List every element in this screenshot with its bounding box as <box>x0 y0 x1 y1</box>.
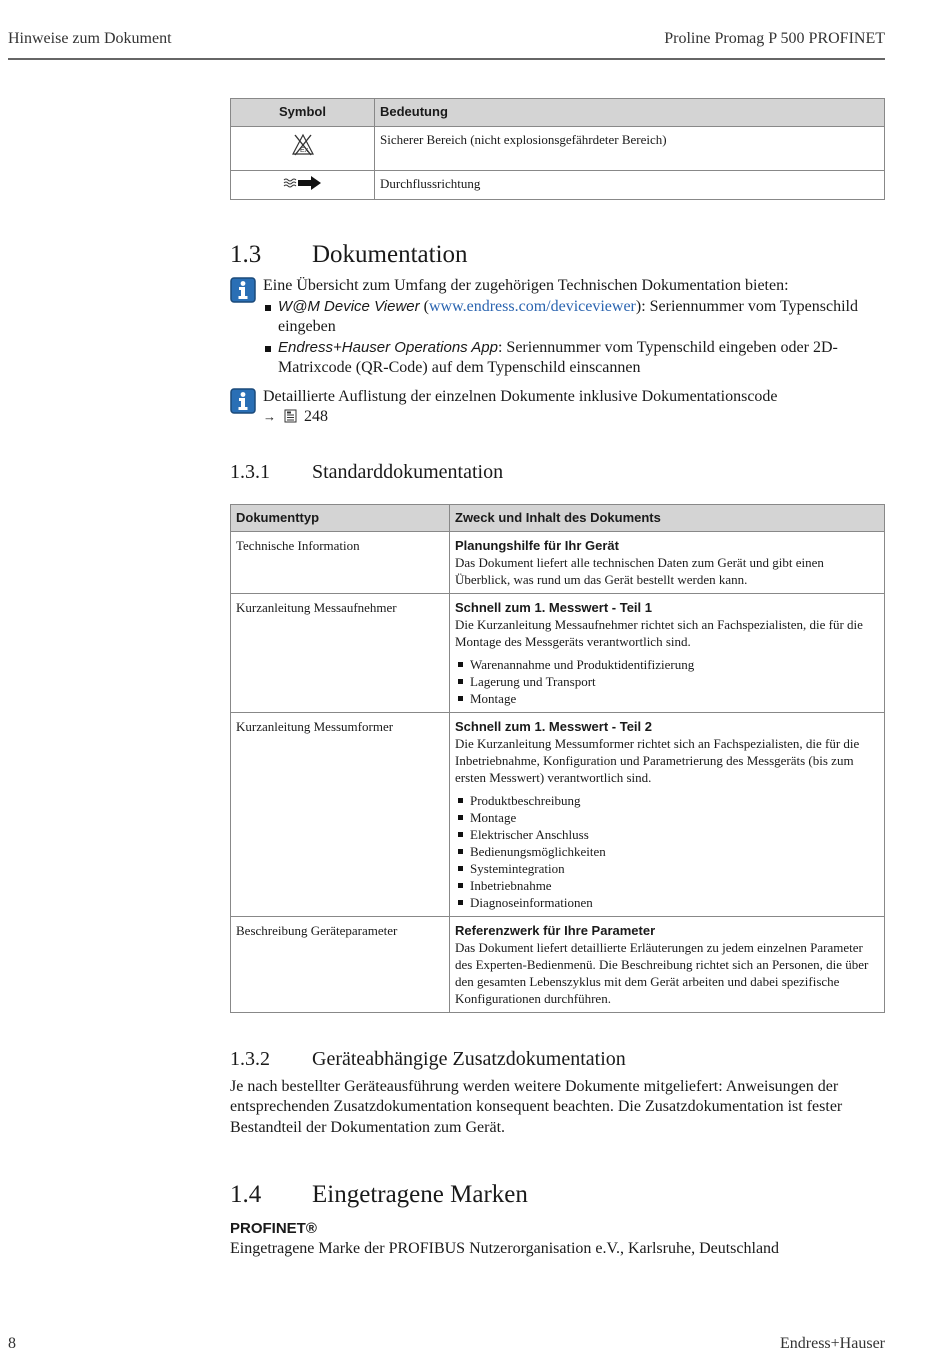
table-row: Kurzanleitung Messaufnehmer Schnell zum 1. Messwert - Teil 1 Die Kurzanleitung Messaufnehmer richtet sich an Fachspezialisten, die für die Montage des Messgeräts verantwortlich sind. Warenannahme und Produktidentifizierung Lagerung und Transport Montage <box>231 593 885 712</box>
list-item: Diagnoseinformationen <box>455 894 879 911</box>
table-row: Kurzanleitung Messumformer Schnell zum 1. Messwert - Teil 2 Die Kurzanleitung Messumformer richtet sich an Fachspezialisten, die für die Inbetriebnahme, Konfiguration und Parametrierung des Messgeräts (bis zum ersten Messwert) verantwortlich sind. Produktbeschreibung Montage Elektrischer Anschluss Bedienungsmöglichkeiten Systemintegration Inbetriebnahme Diagnoseinformationen <box>231 712 885 916</box>
header-product-title: Proline Promag P 500 PROFINET <box>664 30 885 47</box>
section-heading-1-3-1: 1.3.1 Standarddokumentation <box>230 460 504 483</box>
meaning-header: Bedeutung <box>375 99 885 127</box>
list-item: Bedienungsmöglichkeiten <box>455 843 879 860</box>
deviceviewer-link[interactable]: www.endress.com/deviceviewer <box>428 297 636 315</box>
documentation-table <box>230 504 885 1013</box>
safe-area-icon <box>290 146 316 161</box>
safe-area-meaning: Sicherer Bereich (nicht explosionsgefährdeter Bereich) <box>375 127 885 171</box>
symbol-table <box>230 98 885 200</box>
page-content <box>230 98 885 1260</box>
page-icon <box>284 409 297 430</box>
table-row <box>231 171 885 200</box>
list-item: Lagerung und Transport <box>455 673 879 690</box>
viewer-list <box>263 297 885 379</box>
flow-direction-meaning: Durchflussrichtung <box>375 171 885 200</box>
list-item: Montage <box>455 809 879 826</box>
trademark-text: Eingetragene Marke der PROFIBUS Nutzerorganisation e.V., Karlsruhe, Deutschland <box>230 1240 780 1257</box>
header-section-title: Hinweise zum Dokument <box>8 30 172 47</box>
info-icon <box>230 276 263 379</box>
page-header <box>8 30 885 60</box>
table-row: Beschreibung Geräteparameter Referenzwerk für Ihre Parameter Das Dokument liefert detaillierte Erläuterungen zu jedem einzelnen Parameter des Experten-Bedienmenü. Die Beschreibung richtet sich an Personen, die über den gesamten Lebenszyklus mit dem Gerät arbeiten und dabei spezifische Konfigurationen durchführen. <box>231 916 885 1012</box>
info-note: Detaillierte Auflistung der einzelnen Dokumente inklusive Dokumentationscode → 248 <box>230 387 885 430</box>
section-heading-1-4: 1.4 Eingetragene Marken <box>230 1181 528 1208</box>
doc-type-header: Dokumenttyp <box>231 504 450 531</box>
page-footer <box>8 1335 885 1353</box>
table-row <box>231 127 885 171</box>
svg-text:Ex: Ex <box>299 147 308 154</box>
info-note: Eine Übersicht zum Umfang der zugehörigen Technischen Dokumentation bieten: W@M Device Viewer (www.endress.com/deviceviewer): Seriennummer vom Typenschild eingeben Endress+Hauser Operations App: Seriennummer vom Typenschild eingeben oder 2D-Matrixcode (QR-Code) auf dem Typenschild einscannen <box>230 276 885 379</box>
doc-purpose-header: Zweck und Inhalt des Dokuments <box>450 504 885 531</box>
page-number: 8 <box>8 1335 16 1352</box>
trademark-name: PROFINET® <box>230 1220 317 1237</box>
list-item: Produktbeschreibung <box>455 792 879 809</box>
list-item: Elektrischer Anschluss <box>455 826 879 843</box>
list-item: Montage <box>455 690 879 707</box>
arrow-icon: → <box>263 409 276 424</box>
symbol-header: Symbol <box>231 99 375 127</box>
page-reference[interactable]: → 248 <box>263 407 778 430</box>
flow-direction-icon <box>283 178 323 193</box>
list-item: W@M Device Viewer (www.endress.com/deviceviewer): Seriennummer vom Typenschild eingeben <box>263 297 885 338</box>
section-1-3-2-text: Je nach bestellter Geräteausführung werden weitere Dokumente mitgeliefert: Anweisungen der entsprechenden Zusatzdokumentation konsequent beachten. Die Zusatzdokumentation ist fester Bestandteil der Dokumentation zum Gerät. <box>230 1077 843 1136</box>
footer-company: Endress+Hauser <box>780 1335 885 1352</box>
list-item: Systemintegration <box>455 860 879 877</box>
info-icon <box>230 387 263 430</box>
table-row: Technische Information Planungshilfe für Ihr Gerät Das Dokument liefert alle technischen Daten zum Gerät und gibt einen Überblick, was rund um das Gerät bestellt werden kann. <box>231 531 885 593</box>
list-item: Endress+Hauser Operations App: Seriennummer vom Typenschild eingeben oder 2D-Matrixcode (QR-Code) auf dem Typenschild einscannen <box>263 338 885 379</box>
section-heading-1-3-2: 1.3.2 Geräteabhängige Zusatzdokumentation <box>230 1047 626 1070</box>
list-item: Inbetriebnahme <box>455 877 879 894</box>
section-heading-1-3: 1.3 Dokumentation <box>230 241 468 268</box>
list-item: Warenannahme und Produktidentifizierung <box>455 656 879 673</box>
